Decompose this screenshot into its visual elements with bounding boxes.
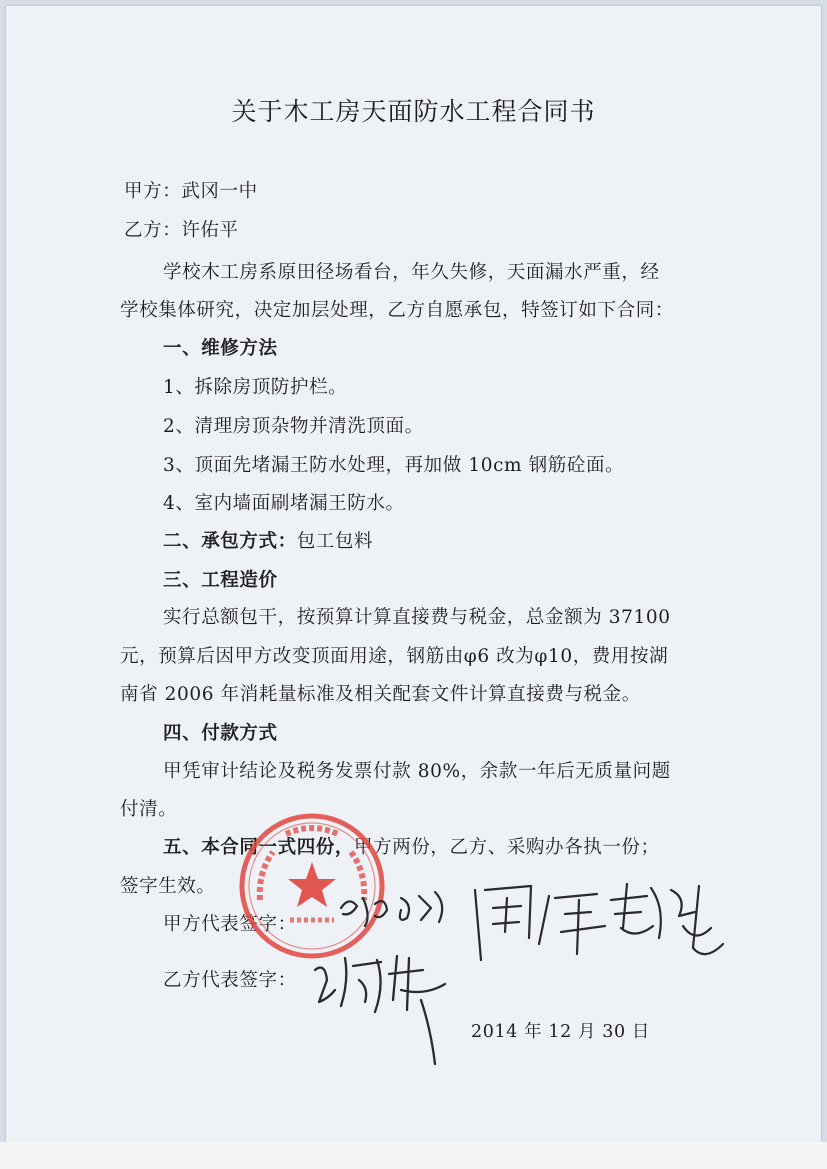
section3-line-1: 实行总额包干，按预算计算直接费与税金，总金额为 37100 <box>163 607 671 628</box>
intro-line-2: 学校集体研究，决定加层处理，乙方自愿承包，特签订如下合同： <box>120 300 674 321</box>
party-b-line <box>124 216 239 242</box>
section1-heading: 一、维修方法 <box>163 338 278 359</box>
party-a-name: 武冈一中 <box>181 181 258 202</box>
section3-line-2: 元，预算后因甲方改变顶面用途，钢筋由φ6 改为φ10，费用按湖 <box>120 646 669 667</box>
intro-line-1: 学校木工房系原田径场看台，年久失修，天面漏水严重，经 <box>163 262 660 283</box>
section1-item-1: 1、拆除房顶防护栏。 <box>163 377 348 398</box>
section2-line <box>163 527 373 553</box>
section5-heading: 五、本合同一式四份， <box>163 837 355 858</box>
signing-date: 2014 年 12 月 30 日 <box>471 1022 650 1042</box>
section1-item-3: 3、顶面先堵漏王防水处理，再加做 10cm 钢筋砼面。 <box>163 455 625 476</box>
seal-star-icon <box>288 862 336 907</box>
party-a-sign-label: 甲方代表签字： <box>163 914 297 935</box>
party-b-label: 乙方： <box>124 220 182 241</box>
document-title: 关于木工房天面防水工程合同书 <box>231 97 596 126</box>
section4-line-1: 甲凭审计结论及税务发票付款 80%，余款一年后无质量问题 <box>163 761 671 782</box>
section1-item-4: 4、室内墙面刷堵漏王防水。 <box>163 493 405 514</box>
party-a-label: 甲方： <box>124 181 182 202</box>
section2-value: 包工包料 <box>296 531 374 552</box>
party-b-signature <box>305 940 465 1070</box>
section1-item-2: 2、清理房顶杂物并清洗顶面。 <box>163 416 424 437</box>
party-b-name: 许佑平 <box>181 220 239 241</box>
scan-bottom-margin <box>0 1142 827 1169</box>
party-a-line <box>124 177 258 203</box>
section4-line-2: 付清。 <box>120 799 178 820</box>
section3-heading: 三、工程造价 <box>163 570 278 591</box>
section4-heading: 四、付款方式 <box>163 723 278 744</box>
section3-line-3: 南省 2006 年消耗量标准及相关配套文件计算直接费与税金。 <box>120 684 641 705</box>
section2-heading: 二、承包方式： <box>163 531 297 552</box>
section5-text: 甲方两份，乙方、采购办各执一份； <box>354 837 660 858</box>
party-b-sign-label: 乙方代表签字： <box>163 970 297 991</box>
section5-line-2: 签字生效。 <box>120 876 216 897</box>
